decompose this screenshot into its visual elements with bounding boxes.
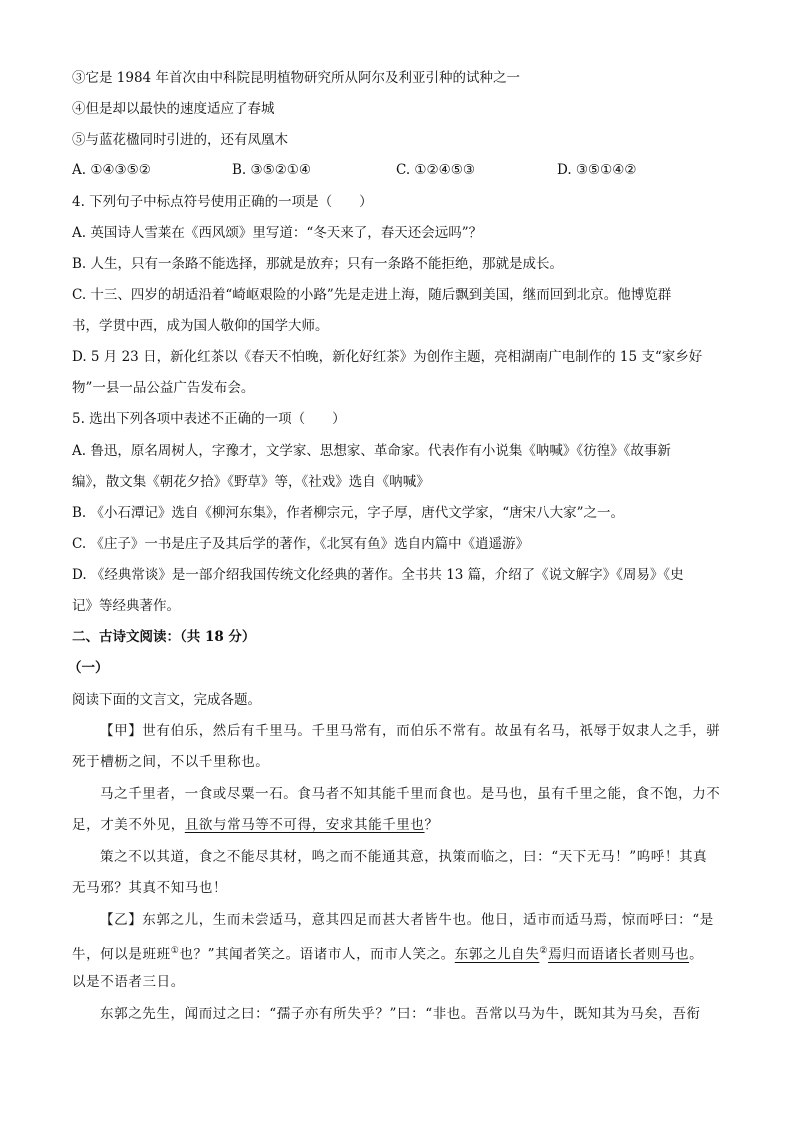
underlined-sentence: 东郭之儿自失 (454, 946, 540, 963)
q4-option-a: A. 英国诗人雪莱在《西风颂》里写道：“冬天来了，春天还会远吗”？ (72, 225, 483, 241)
option-line-5: ⑤与蓝花楹同时引进的，还有凤凰木 (72, 132, 288, 148)
q5-option-d-line1: D. 《经典常谈》是一部介绍我国传统文化经典的著作。全书共 13 篇，介绍了《说文解字》《周易》《史 (72, 567, 684, 583)
classical-para5-line1: 东郭之先生，闻而过之曰：“孺子亦有所失乎？”曰：“非也。吾常以马为牛，既知其为马矣，吾衔 (100, 1006, 701, 1022)
classical-para4-line2 (72, 941, 722, 965)
q5-option-d-line2: 记》等经典著作。 (72, 598, 180, 614)
option-line-3: ③它是 1984 年首次由中科院昆明植物研究所从阿尔及利亚引种的试种之一 (72, 70, 520, 86)
footnote-marker: ① (170, 946, 180, 956)
q4-option-c-line2: 书，学贯中西，成为国人敬仰的国学大师。 (72, 318, 329, 334)
q3-choice-b: B. ③⑤②①④ (232, 162, 312, 178)
classical-para2-line2 (72, 815, 722, 835)
q3-choice-c: C. ①②④⑤③ (396, 162, 475, 178)
classical-para3-line1: 策之不以其道，食之不能尽其材，鸣之而不能通其意，执策而临之，曰：“天下无马！”呜呼！其真 (100, 849, 708, 865)
classical-para1-line2: 死于槽枥之间，不以千里称也。 (72, 754, 270, 770)
classical-para4-line3: 以是不语者三日。 (72, 974, 185, 990)
text-fragment: ？ (424, 817, 439, 833)
classical-para3-line2: 无马邪？其真不知马也！ (72, 880, 228, 896)
q4-option-c-line1: C. 十三、四岁的胡适沿着“崎岖艰险的小路”先是走进上海，随后飘到美国，继而回到北京。他博览群 (72, 287, 672, 303)
q5-option-b: B. 《小石潭记》选自《柳河东集》，作者柳宗元，字子厚，唐代文学家，“唐宋八大家”之一。 (72, 505, 625, 521)
question-5: 5. 选出下列各项中表述不正确的一项（ ） (72, 411, 346, 427)
q3-choice-a: A. ①④③⑤② (72, 162, 151, 178)
text-fragment: 。 (689, 946, 704, 963)
q5-option-a-line2: 编》，散文集《朝花夕拾》《野草》等，《社戏》选自《呐喊》 (72, 474, 430, 490)
text-fragment: 足，才美不外见， (72, 817, 185, 833)
classical-para4-line1: 【乙】东郭之儿，生而未尝适马，意其四足而甚大者皆牛也。他日，适市而适马焉，惊而呼曰：“是 (100, 912, 714, 928)
reading-instruction: 阅读下面的文言文，完成各题。 (72, 692, 261, 708)
part-heading: （一） (68, 660, 109, 676)
q5-option-a-line1: A. 鲁迅，原名周树人，字豫才，文学家、思想家、革命家。代表作有小说集《呐喊》《彷徨》《故事新 (72, 443, 671, 459)
section-heading: 二、古诗文阅读：（共 18 分） (72, 629, 256, 645)
question-4: 4. 下列句子中标点符号使用正确的一项是（ ） (72, 194, 373, 210)
q3-choice-d: D. ③⑤①④② (557, 162, 637, 178)
option-line-4: ④但是却以最快的速度适应了春城 (72, 101, 275, 117)
classical-para1-line1: 【甲】世有伯乐，然后有千里马。千里马常有，而伯乐不常有。故虽有名马，祇辱于奴隶人之手，骈 (100, 723, 721, 739)
q4-option-d-line2: 物”一县一品公益广告发布会。 (72, 380, 255, 396)
q4-option-b: B. 人生，只有一条路不能选择，那就是放弃；只有一条路不能拒绝，那就是成长。 (72, 256, 564, 272)
classical-para2-line1: 马之千里者，一食或尽粟一石。食马者不知其能千里而食也。是马也，虽有千里之能，食不饱，力不 (100, 786, 721, 802)
q5-option-c: C. 《庄子》一书是庄子及其后学的著作，《北冥有鱼》选自内篇中《逍遥游》 (72, 536, 530, 552)
underlined-sentence: 且欲与常马等不可得，安求其能千里也 (184, 817, 425, 833)
text-fragment: 牛，何以是班班 (72, 946, 171, 963)
underlined-sentence: 焉归而语诸长者则马也 (548, 946, 690, 963)
text-fragment: 也？”其闻者笑之。语诸市人，而市人笑之。 (179, 946, 455, 963)
footnote-marker: ② (539, 946, 549, 956)
q4-option-d-line1: D. 5 月 23 日，新化红茶以《春天不怕晚，新化好红茶》为创作主题，亮相湖南广电制作的 15 支“家乡好 (72, 349, 703, 365)
